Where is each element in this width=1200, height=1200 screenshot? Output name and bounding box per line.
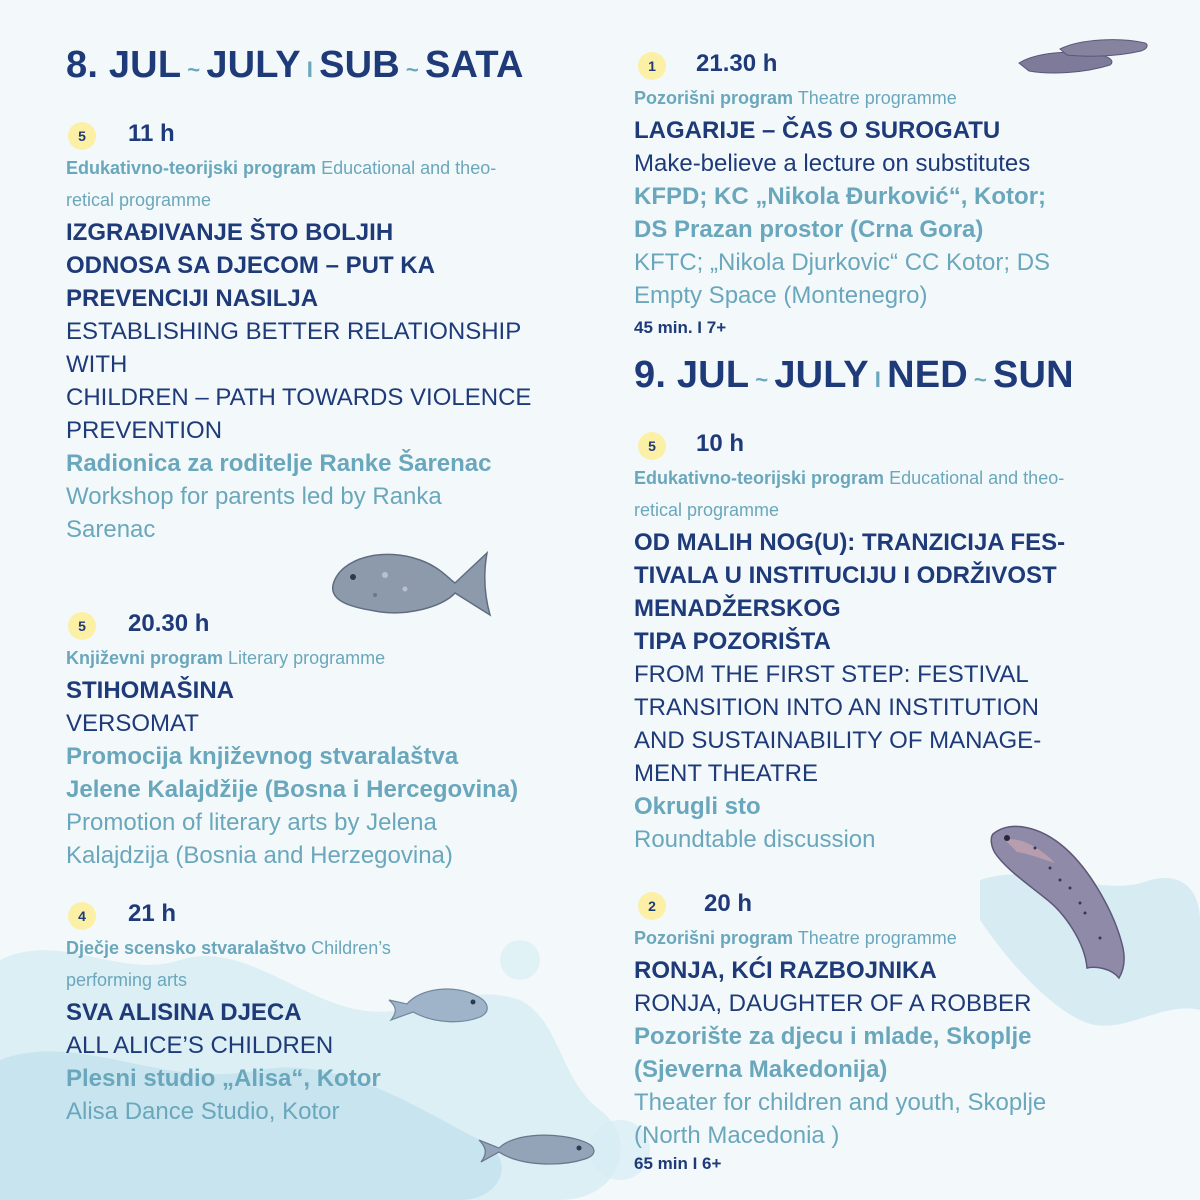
bar-separator: I — [874, 367, 882, 392]
event-title-line: TIVALA U INSTITUCIJU I ODRŽIVOST — [634, 562, 1057, 589]
event-presenter-line: Okrugli sto — [634, 793, 761, 820]
event-card — [66, 900, 606, 1128]
event-time: 10 h — [696, 430, 745, 457]
category-label: Pozorišni program — [634, 88, 794, 108]
event-title-en-line: ALL ALICE’S CHILDREN — [66, 1032, 334, 1059]
event-presenter-en-line: Alisa Dance Studio, Kotor — [66, 1098, 340, 1125]
event-title-line: TIPA POZORIŠTA — [634, 628, 831, 655]
event-title-en-line: WITH — [66, 351, 128, 378]
event-presenter-en-line: Promotion of literary arts by Jelena — [66, 809, 437, 836]
event-title-en-line: ESTABLISHING BETTER RELATIONSHIP — [66, 318, 522, 345]
category-label: Edukativno-teorijski program — [634, 468, 885, 488]
event-presenter-line: Pozorište za djecu i mlade, Skoplje — [634, 1023, 1032, 1050]
event-title-line: RONJA, KĆI RAZBOJNIKA — [634, 957, 937, 984]
venue-badge: 2 — [638, 892, 666, 920]
category-label-en: Theatre programme — [797, 88, 957, 108]
day-date-en: JULY — [206, 44, 301, 86]
event-presenter-en-line: Kalajdzija (Bosnia and Herzegovina) — [66, 842, 453, 869]
category-label-en: Educational and theo- — [889, 468, 1065, 488]
event-title-en-line: FROM THE FIRST STEP: FESTIVAL — [634, 661, 1029, 688]
event-category — [634, 82, 1174, 114]
event-presenter-en-line: Sarenac — [66, 516, 156, 543]
fish-icon — [985, 818, 1135, 988]
day-heading-1 — [66, 44, 524, 87]
fish-icon — [325, 545, 495, 620]
event-presenter-en-line: Empty Space (Montenegro) — [634, 282, 928, 309]
day-date: 8. JUL — [66, 44, 182, 86]
day-weekday-en: SUN — [992, 354, 1074, 396]
event-title-line: IZGRAĐIVANJE ŠTO BOLJIH — [66, 219, 394, 246]
event-time: 21 h — [128, 900, 177, 927]
event-category — [634, 462, 1174, 494]
venue-badge: 5 — [638, 432, 666, 460]
event-title-line: LAGARIJE – ČAS O SUROGATU — [634, 117, 1001, 144]
event-card — [634, 50, 1174, 340]
day-date: 9. JUL — [634, 354, 750, 396]
tilde-separator: ~ — [755, 367, 769, 392]
category-label-en: Literary programme — [228, 648, 386, 668]
category-label-en: Theatre programme — [797, 928, 957, 948]
event-title-line: STIHOMAŠINA — [66, 677, 234, 704]
category-label-en-line2: retical programme — [66, 190, 212, 210]
day-date-en: JULY — [774, 354, 869, 396]
event-card — [66, 120, 606, 546]
category-label-en-line2: performing arts — [66, 970, 188, 990]
event-title-line: OD MALIH NOG(U): TRANZICIJA FES- — [634, 529, 1066, 556]
event-title-en-line: VERSOMAT — [66, 710, 199, 737]
event-title-en-line: MENT THEATRE — [634, 760, 819, 787]
event-title-en-line: Make-believe a lecture on substitutes — [634, 150, 1031, 177]
category-label-en: Children’s — [311, 938, 391, 958]
event-presenter-line: Plesni studio „Alisa“, Kotor — [66, 1065, 381, 1092]
bar-separator: I — [306, 57, 314, 82]
event-title-line: ODNOSA SA DJECOM – PUT KA — [66, 252, 435, 279]
day-weekday: SUB — [319, 44, 400, 86]
event-duration-age: 45 min. I 7+ — [634, 318, 727, 337]
category-label: Pozorišni program — [634, 928, 794, 948]
event-time: 20.30 h — [128, 610, 210, 637]
fish-icon — [385, 982, 495, 1024]
event-presenter-en-line: Workshop for parents led by Ranka — [66, 483, 442, 510]
event-presenter-line: DS Prazan prostor (Crna Gora) — [634, 216, 984, 243]
tilde-separator: ~ — [973, 367, 987, 392]
event-category — [66, 932, 606, 964]
event-title-en-line: TRANSITION INTO AN INSTITUTION — [634, 694, 1039, 721]
event-title-en-line: CHILDREN – PATH TOWARDS VIOLENCE — [66, 384, 532, 411]
event-presenter-en-line: (North Macedonia ) — [634, 1122, 840, 1149]
venue-badge: 5 — [68, 612, 96, 640]
event-title-en-line: RONJA, DAUGHTER OF A ROBBER — [634, 990, 1032, 1017]
event-duration-age: 65 min I 6+ — [634, 1154, 722, 1173]
event-time: 21.30 h — [696, 50, 778, 77]
event-presenter-line: (Sjeverna Makedonija) — [634, 1056, 888, 1083]
fish-icon — [475, 1128, 600, 1168]
event-presenter-en-line: Roundtable discussion — [634, 826, 876, 853]
event-category — [66, 642, 606, 674]
event-presenter-line: Radionica za roditelje Ranke Šarenac — [66, 450, 492, 477]
event-title-en-line: AND SUSTAINABILITY OF MANAGE- — [634, 727, 1042, 754]
event-card — [66, 610, 606, 872]
category-label: Dječje scensko stvaralaštvo — [66, 938, 307, 958]
tilde-separator: ~ — [187, 57, 201, 82]
day-heading-2 — [634, 354, 1074, 397]
event-presenter-line: Promocija književnog stvaralaštva — [66, 743, 459, 770]
day-weekday: NED — [887, 354, 968, 396]
event-presenter-line: KFPD; KC „Nikola Đurković“, Kotor; — [634, 183, 1047, 210]
tilde-separator: ~ — [405, 57, 419, 82]
event-time: 20 h — [704, 890, 753, 917]
venue-badge: 1 — [638, 52, 666, 80]
event-presenter-en-line: KFTC; „Nikola Djurkovic“ CC Kotor; DS — [634, 249, 1051, 276]
category-label-en-line2: retical programme — [634, 500, 780, 520]
event-presenter-en-line: Theater for children and youth, Skoplje — [634, 1089, 1047, 1116]
event-presenter-line: Jelene Kalajdžije (Bosna i Hercegovina) — [66, 776, 519, 803]
event-title-line: SVA ALISINA DJECA — [66, 999, 302, 1026]
event-category — [66, 152, 606, 184]
venue-badge: 4 — [68, 902, 96, 930]
event-title-line: MENADŽERSKOG — [634, 595, 841, 622]
event-title-en-line: PREVENTION — [66, 417, 223, 444]
day-weekday-en: SATA — [424, 44, 524, 86]
fish-icon — [1015, 35, 1150, 80]
venue-badge: 5 — [68, 122, 96, 150]
event-card — [634, 430, 1174, 856]
category-label: Edukativno-teorijski program — [66, 158, 317, 178]
event-time: 11 h — [128, 120, 175, 147]
event-title-line: PREVENCIJI NASILJA — [66, 285, 319, 312]
category-label-en: Educational and theo- — [321, 158, 497, 178]
category-label: Književni program — [66, 648, 224, 668]
